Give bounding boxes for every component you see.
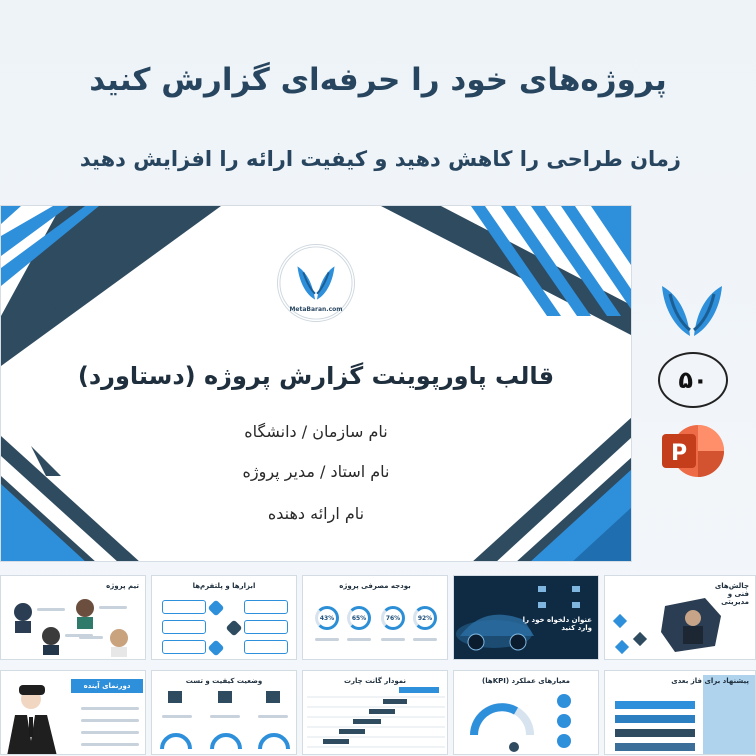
thumbnail-team[interactable]	[0, 575, 146, 660]
budget-percent-4: 92%	[413, 606, 437, 630]
budget-percent-2: 65%	[347, 606, 371, 630]
thumbnail-quality-testing[interactable]	[151, 670, 297, 755]
hero-line-supervisor: نام استاد / مدیر پروژه	[242, 462, 390, 481]
thumbnail-title: پیشنهاد برای فاز بعدی	[671, 677, 749, 685]
hero-line-presenter: نام ارائه دهنده	[267, 504, 365, 523]
thumbnail-next-phase[interactable]	[604, 670, 756, 755]
thumbnail-challenges[interactable]	[604, 575, 756, 660]
thumbnail-title: دورنمای آینده	[71, 679, 143, 693]
hero-line-organization: نام سازمان / دانشگاه	[244, 422, 388, 441]
budget-percent-1: 43%	[315, 606, 339, 630]
thumbnail-gantt[interactable]	[302, 670, 448, 755]
thumbnail-custom-title[interactable]	[453, 575, 599, 660]
thumbnail-title: تیم پروژه	[106, 582, 139, 590]
slide-count-badge: ۵۰	[658, 352, 728, 408]
powerpoint-icon	[660, 420, 726, 482]
svg-text:P: P	[670, 441, 688, 466]
budget-percent-3: 76%	[381, 606, 405, 630]
thumbnail-title: عنوان دلخواه خود را وارد کنید	[522, 616, 592, 632]
thumbnail-title: وضعیت کیفیت و تست	[185, 677, 263, 685]
headline: پروژه‌های خود را حرفه‌ای گزارش کنید	[89, 62, 667, 98]
thumbnail-budget[interactable]	[302, 575, 448, 660]
hero-brand-text: MetaBaran.com	[289, 306, 343, 313]
thumbnail-future-outlook[interactable]	[0, 670, 146, 755]
thumbnail-title: معیارهای عملکرد (KPIها)	[482, 677, 570, 685]
thumbnail-tools[interactable]	[151, 575, 297, 660]
thumbnail-title: ابزارها و پلتفرم‌ها	[192, 582, 256, 590]
thumbnail-title: چالش‌های فنی و مدیریتی	[714, 582, 749, 606]
thumbnail-title: بودجه مصرفی پروژه	[339, 582, 411, 590]
brand-logo-icon	[656, 282, 728, 340]
hero-slide-preview[interactable]	[0, 205, 632, 562]
thumbnail-kpi[interactable]	[453, 670, 599, 755]
subline: زمان طراحی را کاهش دهید و کیفیت ارائه را افزایش دهید	[79, 147, 681, 171]
hero-title: قالب پاورپوینت گزارش پروژه (دستاورد)	[77, 362, 555, 390]
thumbnail-title: نمودار گانت چارت	[343, 677, 407, 685]
